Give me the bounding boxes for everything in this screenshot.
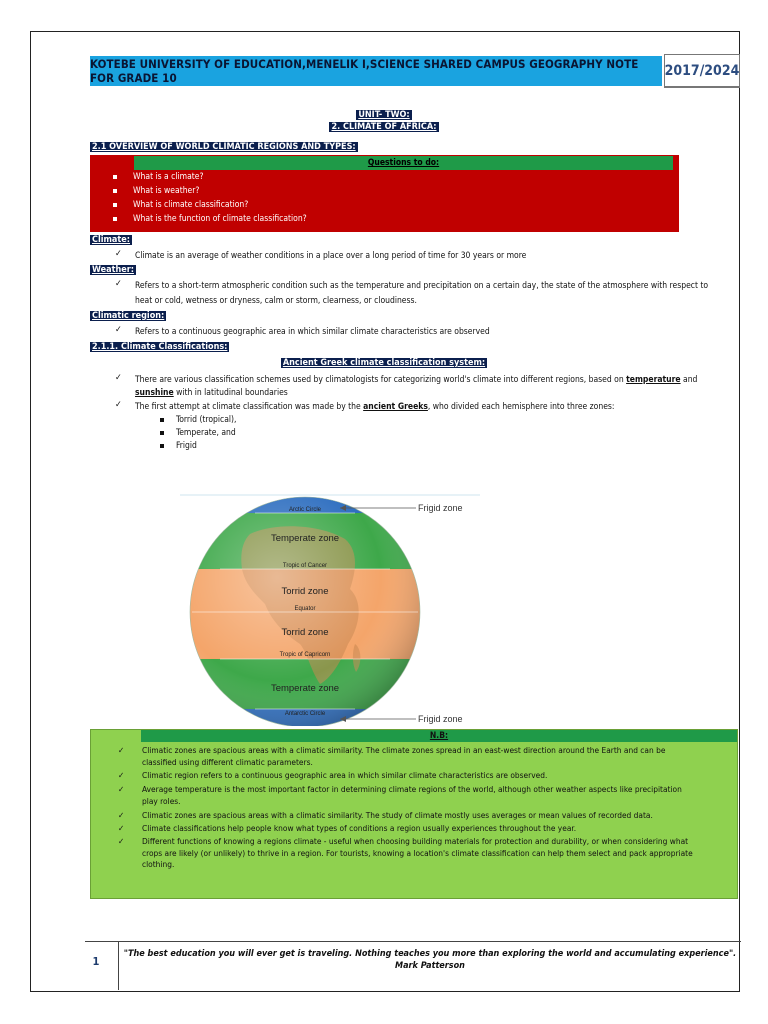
questions-heading: Questions to do: bbox=[134, 156, 673, 170]
zone-item: Frigid bbox=[160, 440, 197, 452]
check-icon: ✓ bbox=[115, 400, 122, 410]
zone-item: Torrid (tropical), bbox=[160, 414, 236, 426]
classification-para-1b: sunshine with in latitudinal boundaries bbox=[135, 388, 288, 398]
region-label: Climatic region: bbox=[92, 311, 165, 321]
weather-text-line: Refers to a short-term atmospheric condition such as the temperature and precipitation on a certain day, the state of the atmosphere with respect to bbox=[135, 281, 709, 291]
classifications-heading: 2.1.1. Climate Classifications: bbox=[92, 342, 228, 352]
torrid-bottom-label: Torrid zone bbox=[281, 627, 329, 638]
header-title: KOTEBE UNIVERSITY OF EDUCATION,MENELIK I,SCIENCE SHARED CAMPUS GEOGRAPHY NOTE FOR GRADE 10 bbox=[90, 56, 662, 86]
arctic-label: Arctic Circle bbox=[288, 507, 322, 513]
chapter-title: 2. CLIMATE OF AFRICA: bbox=[331, 122, 437, 132]
check-icon: ✓ bbox=[115, 325, 122, 335]
classification-para-1: There are various classification schemes used by climatologists for categorizing world's climate into different regions, based on temperature and bbox=[135, 375, 698, 385]
globe-svg bbox=[180, 494, 480, 726]
header-year: 2017/2024 bbox=[664, 54, 740, 88]
nb-item: ✓ Climatic zones are spacious areas with a climatic similarity. The study of climate mostly uses averages or mean values of recorded data. bbox=[118, 810, 653, 820]
capricorn-label: Tropic of Capricorn bbox=[279, 652, 331, 658]
greek-subheading: Ancient Greek climate classification system: bbox=[282, 358, 486, 368]
frigid-top-label: Frigid zone bbox=[418, 503, 463, 513]
question-item: What is weather? bbox=[113, 186, 199, 196]
cancer-label: Tropic of Cancer bbox=[282, 563, 328, 569]
header-rule bbox=[664, 86, 740, 88]
check-icon: ✓ bbox=[115, 249, 122, 259]
page-number: 1 bbox=[92, 955, 100, 968]
overview-heading: 2.1 OVERVIEW OF WORLD CLIMATIC REGIONS AND TYPES: bbox=[92, 142, 356, 152]
footer-quote: "The best education you will ever get is traveling. Nothing teaches you more than exploring the world and accumulating experience". Mark Patterson bbox=[120, 948, 740, 972]
weather-text-line: heat or cold, wetness or dryness, calm or storm, clearness, or cloudiness. bbox=[135, 296, 417, 306]
nb-item: ✓ Different functions of knowing a regions climate - useful when choosing building materials for protection and durability, or when considering what crops are likely (or unlikely) to thrive in a region. For tourists, knowing a location's climate classification can help them select and pack appropriate clothing. bbox=[118, 836, 693, 870]
nb-heading: N.B: bbox=[141, 730, 737, 742]
antarctic-label: Antarctic Circle bbox=[284, 711, 326, 717]
torrid-top-label: Torrid zone bbox=[281, 586, 329, 597]
nb-item: ✓ Climatic zones are spacious areas with a climatic similarity. The climate zones spread in an east-west direction around the Earth and can be classified using different climatic parameters. bbox=[118, 745, 666, 767]
region-text: Refers to a continuous geographic area in which similar climate characteristics are observed bbox=[135, 327, 490, 337]
equator-label: Equator bbox=[294, 606, 316, 612]
check-icon: ✓ bbox=[115, 279, 122, 289]
nb-item: ✓ Climate classifications help people know what types of conditions a region usually experiences throughout the year. bbox=[118, 823, 577, 833]
climate-label: Climate: bbox=[92, 235, 130, 245]
climate-zones-figure bbox=[180, 494, 480, 726]
footer-rule bbox=[85, 941, 741, 942]
check-icon: ✓ bbox=[115, 373, 122, 383]
question-item: What is the function of climate classification? bbox=[113, 214, 307, 224]
footer-divider bbox=[118, 942, 119, 990]
nb-item: ✓ Average temperature is the most important factor in determining climate regions of the world, although other weather aspects like precipitation play roles. bbox=[118, 784, 682, 806]
nb-item: ✓ Climatic region refers to a continuous geographic area in which similar climate characteristics are observed. bbox=[118, 770, 548, 780]
unit-title: UNIT- TWO: bbox=[358, 110, 410, 120]
temperate-top-label: Temperate zone bbox=[270, 533, 340, 544]
frigid-bottom-label: Frigid zone bbox=[418, 714, 463, 724]
question-item: What is a climate? bbox=[113, 172, 204, 182]
weather-label: Weather: bbox=[92, 265, 134, 275]
zone-item: Temperate, and bbox=[160, 427, 236, 439]
temperate-bottom-label: Temperate zone bbox=[270, 683, 340, 694]
classification-para-2: The first attempt at climate classification was made by the ancient Greeks, who divided each hemisphere into three zones: bbox=[135, 402, 615, 412]
quote-author: Mark Patterson bbox=[395, 961, 465, 971]
climate-text: Climate is an average of weather conditions in a place over a long period of time for 30 years or more bbox=[135, 251, 527, 261]
question-item: What is climate classification? bbox=[113, 200, 248, 210]
